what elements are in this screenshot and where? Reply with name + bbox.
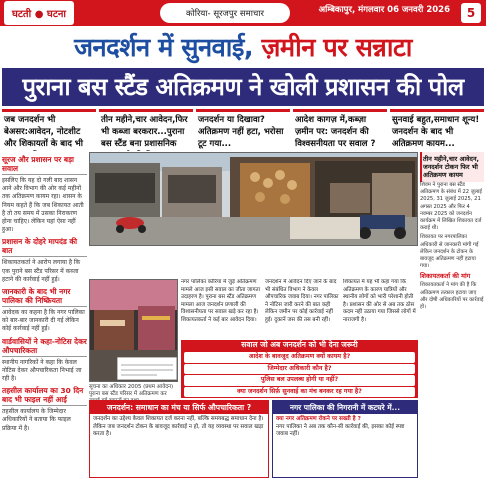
bottom-left-body: जनदर्शन का उद्देश्य केवल शिकायत दर्ज करना नहीं, बल्कि समयबद्ध समाधान देना है। लेकिन जब जनदर्शन टोकन के बावजूद कार्रवाई न हो, तो यह व्यवस्था पर सवाल खड़ा करता है। [93,416,264,438]
left-news-column [2,152,87,478]
right-news-column [420,152,484,478]
subheadline: सुनवाई बहुत,समाधान शून्य! जनदर्शन के बाद भी अतिक्रमण कायम... [390,109,484,151]
left-article-body: स्थानीय नागरिकों ने कहा कि केवल नोटिस देकर औपचारिकता निभाई जा रही है। [2,358,82,383]
masthead-bar [0,0,486,26]
question-item: क्या जनदर्शन सिर्फ़ सुनवाई का मंच बनकर रह गया है? [184,387,415,398]
right-article-heading: तीन महीने,चार आवेदन, जनदर्शन टोकन फिर भी अतिक्रमण कायम [423,155,479,179]
inset-caption: सूचना का अधिकार 2005 (प्रथम आवेदन) [89,384,174,390]
right-article-subheading: शिकायतकर्ता की मांग [420,272,471,281]
bottom-right-article [272,400,418,478]
document-icon [117,357,177,380]
article-body-column: जनदर्शन में आवेदन दिए जाने के बाद भी संबंधित विभाग ने केवल औपचारिक जवाब दिया। नगर पालिका ने नोटिस जारी करने की बात कही लेकिन जमीन पर कोई कार्रवाई नहीं हुई। दुकानें जस की तस बनी रहीं। [265,279,339,323]
subheadline: आदेश कागज़ में,कब्ज़ा ज़मीन पर: जनदर्शन की विश्वसनीयता पर सवाल ? [293,109,387,151]
bottom-right-body [273,414,417,441]
left-article-heading: जानकारी के बाद भी नगर पालिका की निष्क्रियता [2,287,87,307]
left-article-heading: सूरज और प्रशासन पर बड़ा सवाल [2,155,87,175]
bottom-left-heading: जनदर्शन: समाधान का मंच या सिर्फ औपचारिकता ? [90,401,268,414]
right-article-body: शिवम ने पुराना बस स्टैंड अतिक्रमण के संबंध में 22 जुलाई 2025, 31 जुलाई 2025, 21 अगस्त 2025 और फिर 4 नवम्बर 2025 को जनदर्शन कार्यक्रम में लिखित शिकायत दर्ज कराई थी। [420,182,482,232]
street-scene-illustration [90,153,418,246]
bottom-right-text: नगर पालिका ने अब तक कौन-सी कार्रवाई की, इसका कोई स्पष्ट जवाब नहीं। [276,423,405,438]
questions-box [181,340,418,398]
subheadline-row [2,109,484,151]
question-item: आदेश के बावजूद अतिक्रमण क्यों कायम है? [184,352,415,363]
main-photo[interactable] [89,152,418,246]
questions-list [184,352,415,398]
left-article-body: शिकायतकर्ता ने आरोप लगाया है कि एक पुराने बस स्टैंड परिसर में कब्जा हटाने की कार्रवाई नहीं हुई। [2,259,81,283]
dateline: अम्बिकापुर, मंगलवार 06 जनवरी 2026 [318,5,450,15]
newspaper-logo[interactable] [4,1,74,25]
question-item: जिम्मेदार अधिकारी कौन है? [184,364,415,375]
question-item: पुलिस बल उपलब्ध होगी या नहीं? [184,375,415,386]
subheadline: जनदर्शन या दिखावा? अतिक्रमण नहीं हटा, भरोसा टूट गया... [196,109,290,151]
edition-label: कोरिया- सूरजपुर समाचार [160,3,290,23]
headline-part-2: ज़मीन पर सन्नाटा [261,33,412,63]
bottom-right-highlight: क्या नगर अतिक्रमण रोकने पर सख्ती है ? [276,416,361,422]
left-article-heading: तहसील कार्यालय का 30 दिन बाद भी फाइल नहीं आई [2,386,87,406]
secondary-headline: पुराना बस स्टैंड अतिक्रमण ने खोली प्रशासन की पोल [2,68,484,106]
page-number-badge: 5 [461,3,481,23]
article-body-column: शिकायत में यह भी कहा गया कि अतिक्रमण के कारण यात्रियों और स्थानीय लोगों को भारी परेशानी होती है। प्रशासन की ओर से अब तक ठोस कदम नहीं उठाया गया जिससे लोगों में नाराजगी है। [343,279,416,323]
left-article-body: आवेदक का कहना है कि नगर पालिका को बार-बार जानकारी दी गई लेकिन कोई कार्रवाई नहीं हुई। [2,309,85,333]
right-column-header [420,152,484,182]
subheadline: जब जनदर्शन भी बेअसर:आवेदन, नोटशीट और शिकायतों के बाद भी [2,109,96,151]
main-headline [2,29,484,67]
subheadline: तीन महीने,चार आवेदन,फिर भी कब्जा बरकरार...पुराना बस स्टैंड बना प्रशासनिक [99,109,193,151]
photo-caption-text: पुराना बस स्टैंड परिसर में अतिक्रमण कर [89,391,167,397]
bottom-left-article [89,400,269,478]
right-article-body: शिकायत पर नगरपालिका अधिकारी से जानकारी मांगी गई लेकिन जनदर्शन के टोकन के बावजूद अतिक्रमण नहीं हटाया गया। [420,234,479,270]
article-body-column: नगर पालिका कोरिया में जुड़े अतिक्रमण मामले आज इसी सवाल का जीता जागता उदाहरण है। पुराना बस स्टैंड अतिक्रमण मामला आज जनदर्शन प्रणाली की विश्वसनीयता पर सवाल खड़े कर रहा है। शिकायतकर्ता ने कई बार आवेदन दिया। [181,279,260,323]
bottom-right-heading: नगर पालिका की निगरानी में कटघरे में... [273,401,417,414]
rti-document-inset [117,357,177,380]
left-article-body: तहसील कार्यालय के जिम्मेदार अधिकारियों ने बताया कि फाइल प्रक्रिया में है। [2,408,71,432]
logo-text: घटती ● घटना [11,9,67,20]
questions-title: सवाल जो अब जनदर्शन को भी देना जरूरी [241,340,358,349]
left-article-heading: वार्डवासियों ने कहा-नोटिस देकर औपचारिकता [2,336,87,355]
left-article-heading: प्रशासन के दोहरे मापदंड की बात [2,237,87,257]
left-article-body: इसलिए कि यह दो गली बाद शासन आने और विभाग की ओर कई महीनों तक अतिक्रमण कायम रहा। शासन के नियम कहते हैं कि जब शिकायत आती है तो तय समय में उसका निराकरण होना चाहिए। लेकिन यहां ऐसा नहीं हुआ। [2,177,84,234]
headline-part-1: जनदर्शन में सुनवाई, [74,33,262,63]
right-article-body: शिकायतकर्ता ने मांग की है कि अतिक्रमण तत्काल हटाया जाए और दोषी अधिकारियों पर कार्रवाई हो। [420,282,484,311]
